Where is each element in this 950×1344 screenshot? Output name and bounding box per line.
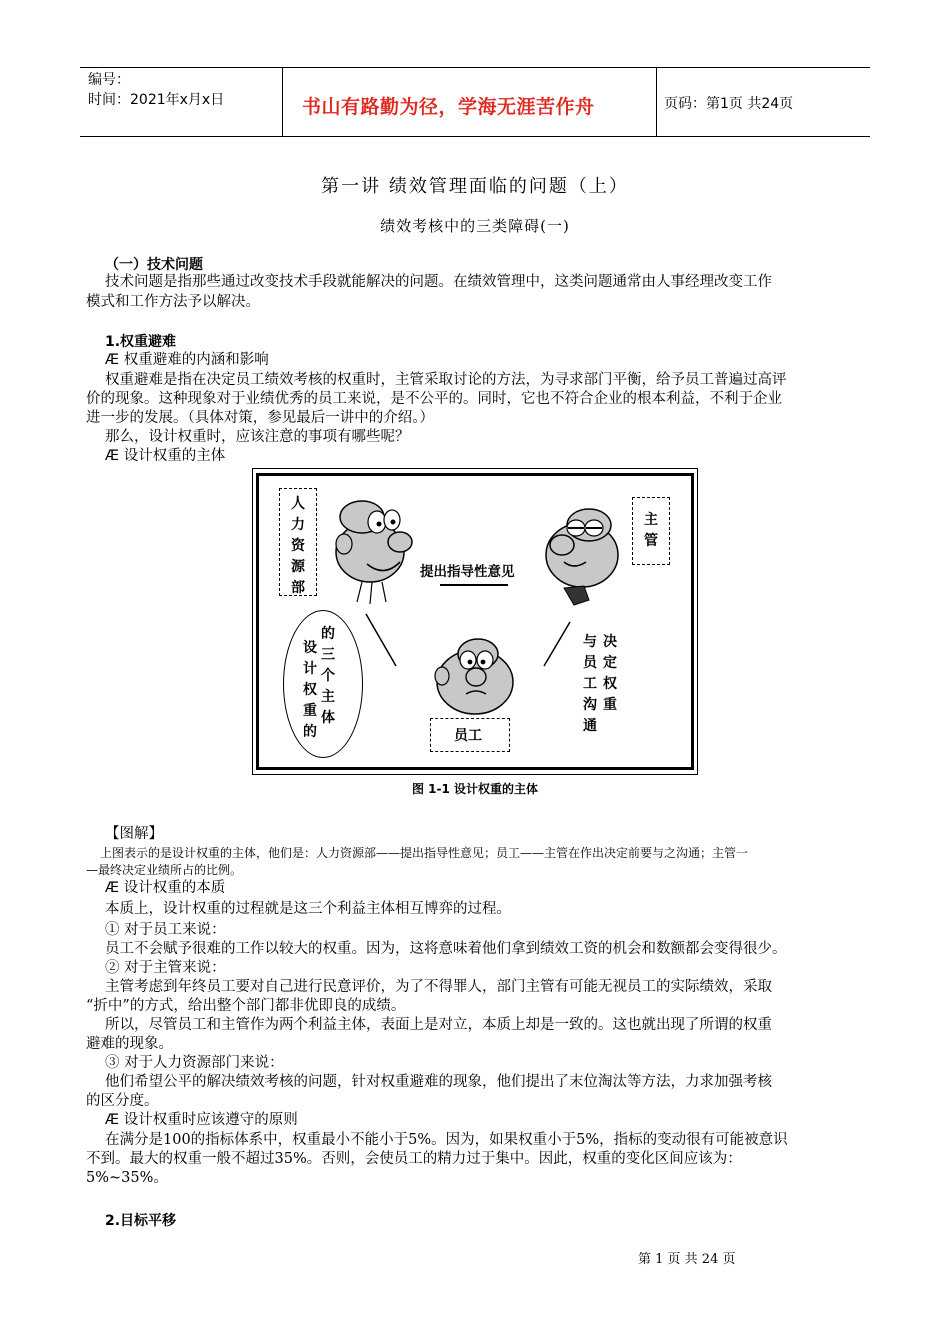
paragraph-line: 技术问题是指那些通过改变技术手段就能解决的问题。在绩效管理中，这类问题通常由人事经理改变工作 (105, 274, 772, 290)
connector-line (362, 610, 402, 670)
bullet-item: Æ 设计权重的主体 (105, 448, 226, 464)
illustration-heading: 【图解】 (105, 826, 163, 842)
subsection-heading: 1.权重避难 (105, 334, 177, 350)
list-item: ① 对于员工来说： (105, 922, 226, 938)
section-heading: （一）技术问题 (105, 257, 203, 273)
page-title: 第一讲 绩效管理面临的问题（上） (321, 176, 629, 197)
list-item: ③ 对于人力资源部门来说： (105, 1055, 284, 1071)
connector-line (538, 618, 578, 670)
paragraph-line: 主管考虑到年终员工要对自己进行民意评价，为了不得罪人，部门主管有可能无视员工的实际绩效，采取 (105, 979, 772, 995)
paragraph-line: 避难的现象。 (86, 1036, 173, 1052)
decide-label: 决定权重 (603, 634, 617, 713)
hr-label: 人力资源部 (291, 496, 305, 596)
paragraph-line: 价的现象。这种现象对于业绩优秀的员工来说，是不公平的。同时，它也不符合企业的根本利益，不利于企业 (86, 391, 782, 407)
oval-label-col1: 设计权重的 (303, 640, 317, 740)
communicate-label: 与员工沟通 (583, 634, 597, 734)
header-number: 编号： (88, 72, 130, 88)
subsection-heading: 2.目标平移 (105, 1213, 177, 1229)
manager-label: 主管 (644, 512, 658, 549)
header-date: 时间：2021年x月x日 (88, 92, 225, 108)
list-item: ② 对于主管来说： (105, 960, 226, 976)
paragraph-line: 在满分是100的指标体系中，权重最小不能小于5%。因为，如果权重小于5%，指标的变动很有可能被意识 (105, 1132, 788, 1148)
employee-cartoon-icon (430, 632, 520, 720)
center-underline (440, 584, 508, 586)
illustration-line: —最终决定业绩所占的比例。 (86, 863, 243, 877)
paragraph-line: 员工不会赋予很难的工作以较大的权重。因为，这将意味着他们拿到绩效工资的机会和数额都会变得很少。 (105, 941, 787, 957)
header-motto: 书山有路勤为径，学海无涯苦作舟 (302, 96, 595, 118)
header-top-rule (80, 67, 870, 68)
paragraph-line: 他们希望公平的解决绩效考核的问题，针对权重避难的现象，他们提出了末位淘汰等方法，力求加强考核 (105, 1074, 772, 1090)
bullet-item: Æ 权重避难的内涵和影响 (105, 352, 269, 368)
paragraph-line: 的区分度。 (86, 1093, 159, 1109)
bullet-item: Æ 设计权重时应该遵守的原则 (105, 1112, 298, 1128)
figure-caption: 图 1-1 设计权重的主体 (411, 782, 539, 796)
page-footer: 第 1 页 共 24 页 (638, 1252, 736, 1267)
oval-label-col2: 的三个主体 (321, 626, 335, 726)
paragraph-line: 权重避难是指在决定员工绩效考核的权重时，主管采取讨论的方法，为寻求部门平衡，给予员工普遍过高评 (105, 372, 787, 388)
paragraph-line: 不到。最大的权重一般不超过35%。否则，会使员工的精力过于集中。因此，权重的变化区间应该为： (86, 1151, 742, 1167)
header-bottom-rule (80, 136, 870, 137)
center-label: 提出指导性意见 (420, 564, 515, 580)
manager-cartoon-icon (534, 500, 634, 610)
header-page: 页码：第1页 共24页 (664, 96, 794, 112)
paragraph-line: 5%~35%。 (86, 1170, 168, 1186)
bullet-item: Æ 设计权重的本质 (105, 880, 226, 896)
paragraph-line: 那么，设计权重时，应该注意的事项有哪些呢？ (105, 429, 410, 445)
paragraph-line: 所以，尽管员工和主管作为两个利益主体，表面上是对立，本质上却是一致的。这也就出现了所谓的权重 (105, 1017, 772, 1033)
header-divider (656, 67, 657, 137)
paragraph-line: 本质上，设计权重的过程就是这三个利益主体相互博弈的过程。 (105, 901, 511, 917)
paragraph-line: 模式和工作方法予以解决。 (86, 294, 260, 310)
illustration-line: 上图表示的是设计权重的主体，他们是：人力资源部——提出指导性意见；员工——主管在作出决定前要与之沟通；主管一 (100, 846, 749, 860)
paragraph-line: 进一步的发展。（具体对策，参见最后一讲中的介绍。） (86, 410, 434, 426)
header-divider (282, 67, 283, 137)
page-subtitle: 绩效考核中的三类障碍(一) (380, 217, 570, 235)
employee-label: 员工 (454, 728, 482, 744)
hr-cartoon-icon (322, 492, 422, 607)
paragraph-line: “折中”的方式，给出整个部门都非优即良的成绩。 (86, 998, 406, 1014)
